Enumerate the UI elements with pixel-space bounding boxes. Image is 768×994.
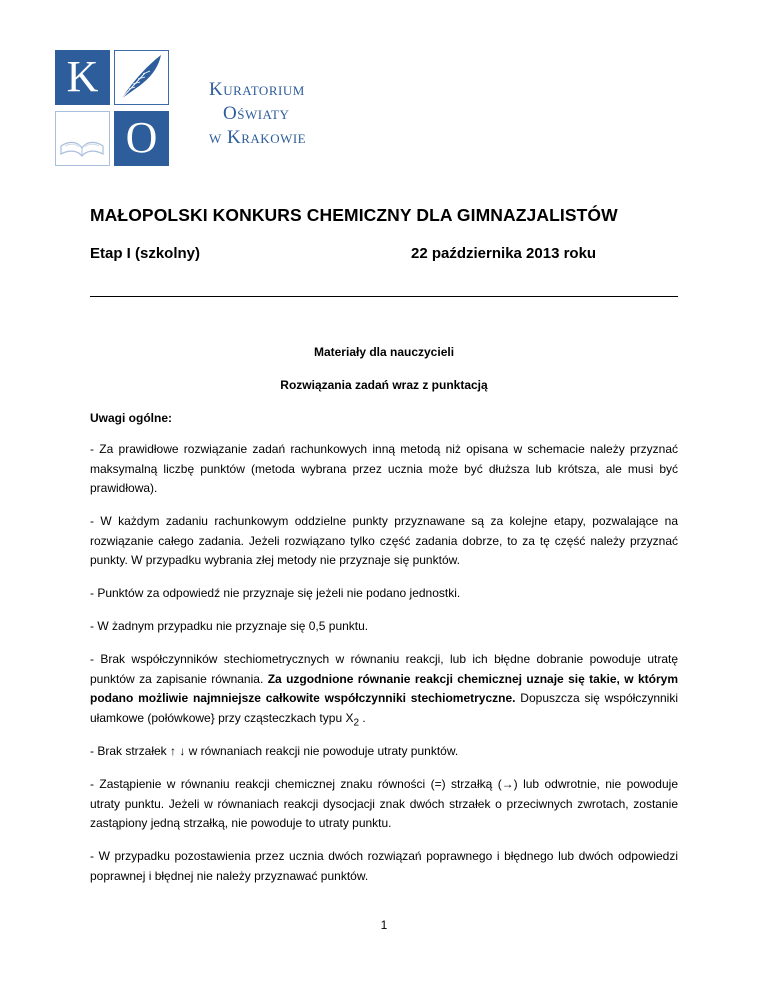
remark-partial-points: - W każdym zadaniu rachunkowym oddzielne punkty przyznawane są za kolejne etapy, pozwalające na rozwiązanie całego zadania. Jeżeli rozwiązano tylko część zadania dobrze, to za tę część należy przyznać punkty. W przypadku wybrania złej metody nie przyznaje się punktów.	[90, 514, 678, 567]
remark-arrows: - Brak strzałek ↑ ↓ w równaniach reakcji nie powoduje utraty punktów.	[90, 744, 459, 758]
remark-coefficients-intro: - Brak współczynników stechiometrycznych w równaniu reakcji, lub ich błędne dobranie powoduje utratę punktów za zapisanie równania.	[90, 652, 678, 686]
logo-line-oswiaty: Oświaty	[223, 103, 290, 124]
logo-line-kuratorium: Kuratorium	[209, 79, 305, 100]
remark-coefficients-end: .	[359, 710, 366, 725]
general-remarks-heading: Uwagi ogólne:	[90, 411, 172, 425]
logo-letter-o: O	[125, 113, 158, 162]
subscript-two: 2	[353, 716, 360, 728]
quill-icon	[114, 50, 169, 105]
kuratorium-logo	[55, 50, 355, 170]
book-icon	[55, 111, 110, 166]
date-label: 22 października 2013 roku	[411, 245, 597, 262]
remark-equals-sign: - Zastąpienie w równaniu reakcji chemicznej znaku równości (=) strzałką (→) lub odwrotnie, nie powoduje utraty punktu. Jeżeli w równaniach reakcji dysocjacji znak dwóch strzałek o przeciwnych zwrotach, zostanie zastąpiony jedną strzałką, nie powoduje to utraty punktu.	[90, 777, 678, 830]
logo-text	[209, 78, 306, 150]
remark-alternative-method: - Za prawidłowe rozwiązanie zadań rachunkowych inną metodą niż opisana w schemacie należy przyznać maksymalną liczbę punktów (metoda wybrana przez ucznia może być dłuższa lub krótsza, ale musi być prawidłowa).	[90, 442, 678, 495]
page-number: 1	[380, 918, 388, 932]
remark-units: - Punktów za odpowiedź nie przyznaje się jeżeli nie podano jednostki.	[90, 586, 461, 600]
horizontal-rule	[90, 296, 678, 297]
stage-label: Etap I (szkolny)	[90, 245, 201, 262]
logo-tile-k	[55, 50, 110, 105]
remark-coefficients	[90, 650, 678, 732]
document-title: MAŁOPOLSKI KONKURS CHEMICZNY DLA GIMNAZJALISTÓW	[90, 205, 618, 225]
subtitle-materials: Materiały dla nauczycieli	[313, 345, 455, 359]
subtitle-solutions: Rozwiązania zadań wraz z punktacją	[280, 378, 488, 392]
remark-half-points: - W żadnym przypadku nie przyznaje się 0,5 punktu.	[90, 619, 369, 633]
logo-line-w-krakowie: w Krakowie	[209, 127, 307, 148]
remark-coefficients-bold: Za uzgodnione równanie reakcji chemicznej uznaje się takie, w którym podano możliwie najmniejsze całkowite współczynniki stechiometryczne.	[90, 671, 679, 705]
remark-two-answers: - W przypadku pozostawienia przez ucznia dwóch rozwiązań poprawnego i błędnego lub dwóch odpowiedzi poprawnej i błędnej nie należy przyznawać punktów.	[90, 849, 678, 883]
logo-letter-k: K	[66, 52, 99, 101]
remark-coefficients-fractional: Dopuszcza się współczynniki ułamkowe (połówkowe} przy cząsteczkach typu X	[90, 691, 678, 725]
logo-tile-o	[114, 111, 169, 166]
